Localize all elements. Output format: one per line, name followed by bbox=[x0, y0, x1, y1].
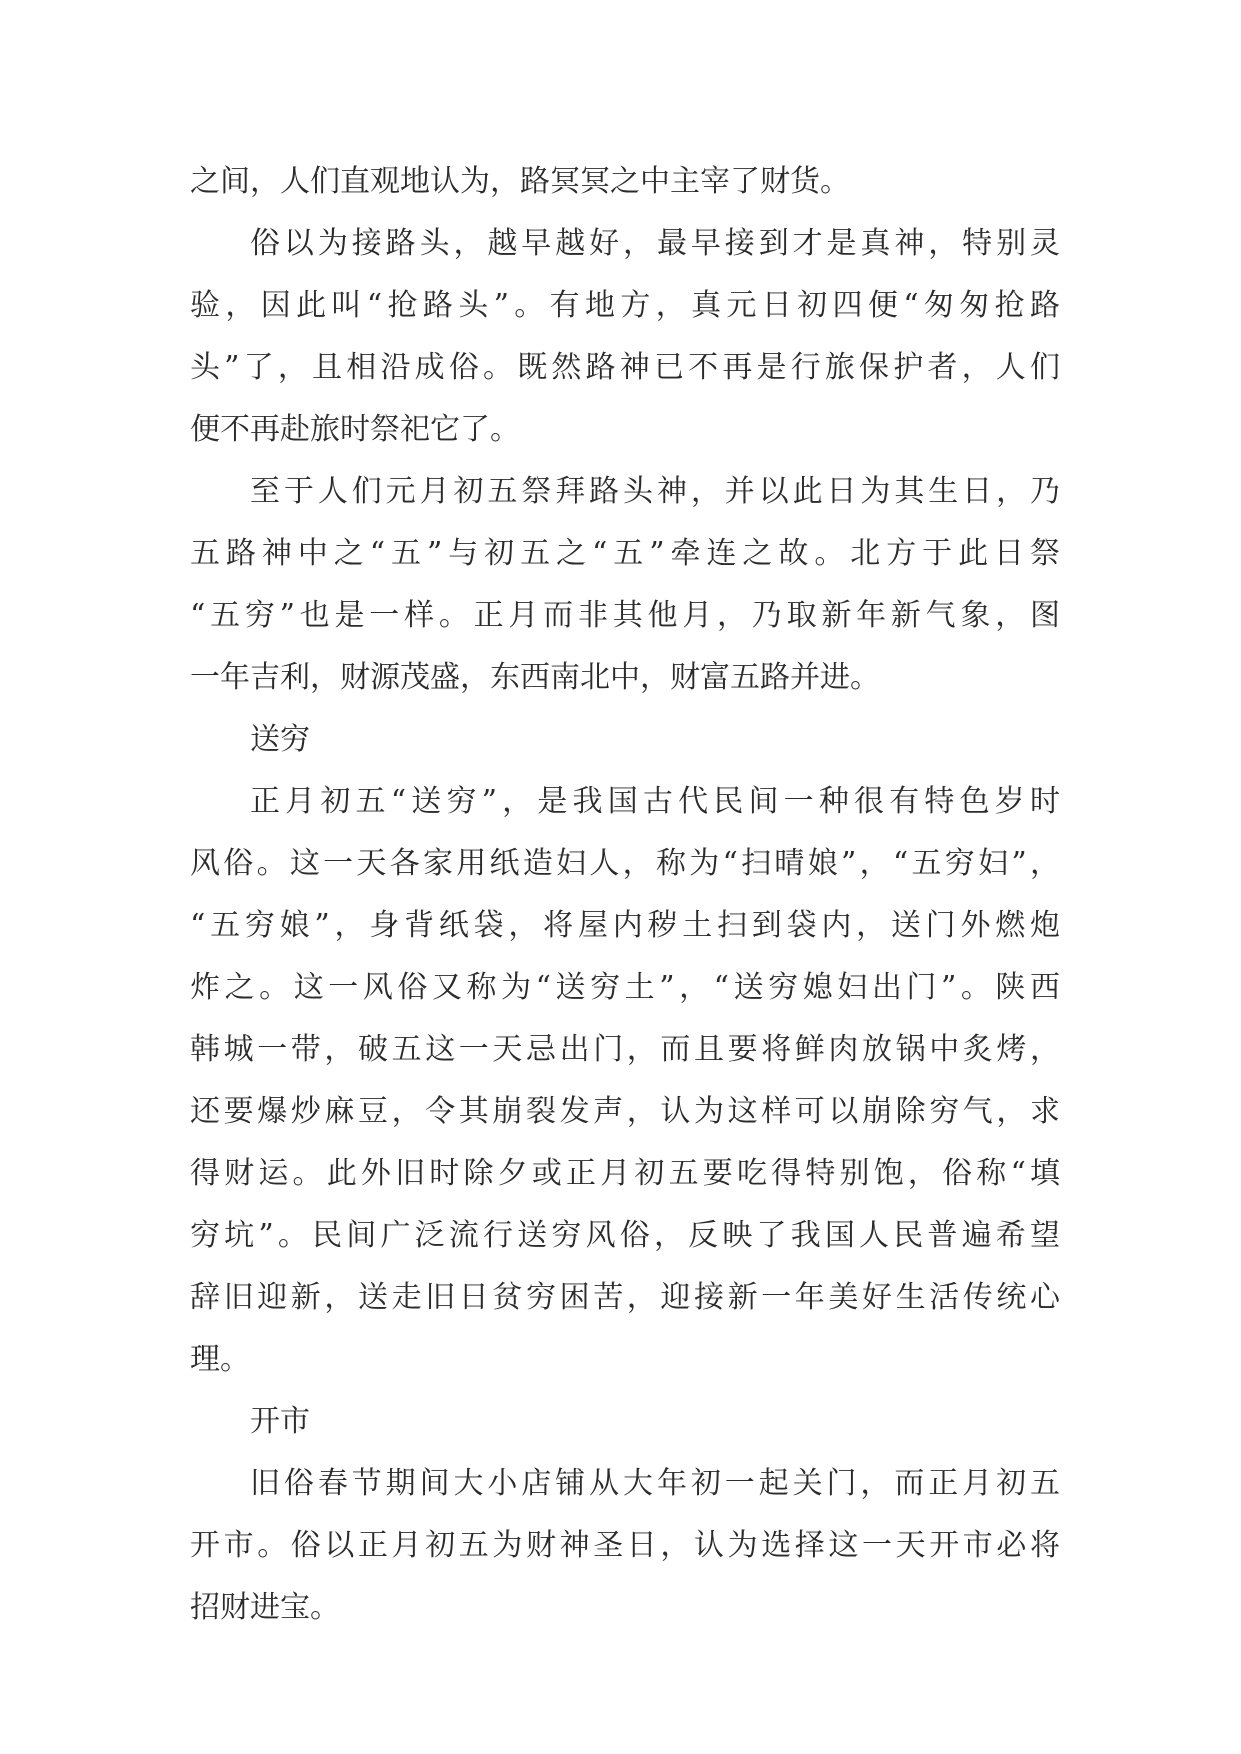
text-line: 一年吉利，财源茂盛，东西南北中，财富五路并进。 bbox=[190, 660, 880, 695]
text-line: 辞旧迎新，送走旧日贫穷困苦，迎接新一年美好生活传统心 bbox=[190, 1280, 1060, 1315]
text-line: 得财运。此外旧时除夕或正月初五要吃得特别饱，俗称“填 bbox=[190, 1156, 1060, 1191]
document-body bbox=[190, 151, 1060, 1639]
text-line: 头”了，且相沿成俗。既然路神已不再是行旅保护者，人们 bbox=[190, 350, 1060, 385]
text-line: 招财进宝。 bbox=[190, 1590, 340, 1625]
paragraph-first-line: 正月初五“送穷”，是我国古代民间一种很有特色岁时 bbox=[250, 784, 1060, 819]
text-line: 便不再赴旅时祭祀它了。 bbox=[190, 412, 520, 447]
text-line: 炸之。这一风俗又称为“送穷土”，“送穷媳妇出门”。陕西 bbox=[190, 970, 1060, 1005]
paragraph-first-line: 至于人们元月初五祭拜路头神，并以此日为其生日，乃 bbox=[250, 474, 1060, 509]
section-heading-songqiong: 送穷 bbox=[250, 722, 310, 757]
paragraph-first-line: 俗以为接路头，越早越好，最早接到才是真神，特别灵 bbox=[250, 226, 1060, 261]
text-line: 五路神中之“五”与初五之“五”牵连之故。北方于此日祭 bbox=[190, 536, 1060, 571]
text-line: 还要爆炒麻豆，令其崩裂发声，认为这样可以崩除穷气，求 bbox=[190, 1094, 1060, 1129]
text-line: 验，因此叫“抢路头”。有地方，真元日初四便“匆匆抢路 bbox=[190, 288, 1060, 323]
text-line: “五穷娘”，身背纸袋，将屋内秽土扫到袋内，送门外燃炮 bbox=[190, 908, 1060, 943]
text-line: 穷坑”。民间广泛流行送穷风俗，反映了我国人民普遍希望 bbox=[190, 1218, 1060, 1253]
text-line: 理。 bbox=[190, 1342, 250, 1377]
text-line: 之间，人们直观地认为，路冥冥之中主宰了财货。 bbox=[190, 164, 850, 199]
text-line: 风俗。这一天各家用纸造妇人，称为“扫晴娘”，“五穷妇”， bbox=[190, 846, 1060, 881]
text-line: “五穷”也是一样。正月而非其他月，乃取新年新气象，图 bbox=[190, 598, 1060, 633]
section-heading-kaishi: 开市 bbox=[250, 1404, 310, 1439]
text-line: 韩城一带，破五这一天忌出门，而且要将鲜肉放锅中炙烤， bbox=[190, 1032, 1060, 1067]
paragraph-first-line: 旧俗春节期间大小店铺从大年初一起关门，而正月初五 bbox=[250, 1466, 1060, 1501]
text-line: 开市。俗以正月初五为财神圣日，认为选择这一天开市必将 bbox=[190, 1528, 1060, 1563]
